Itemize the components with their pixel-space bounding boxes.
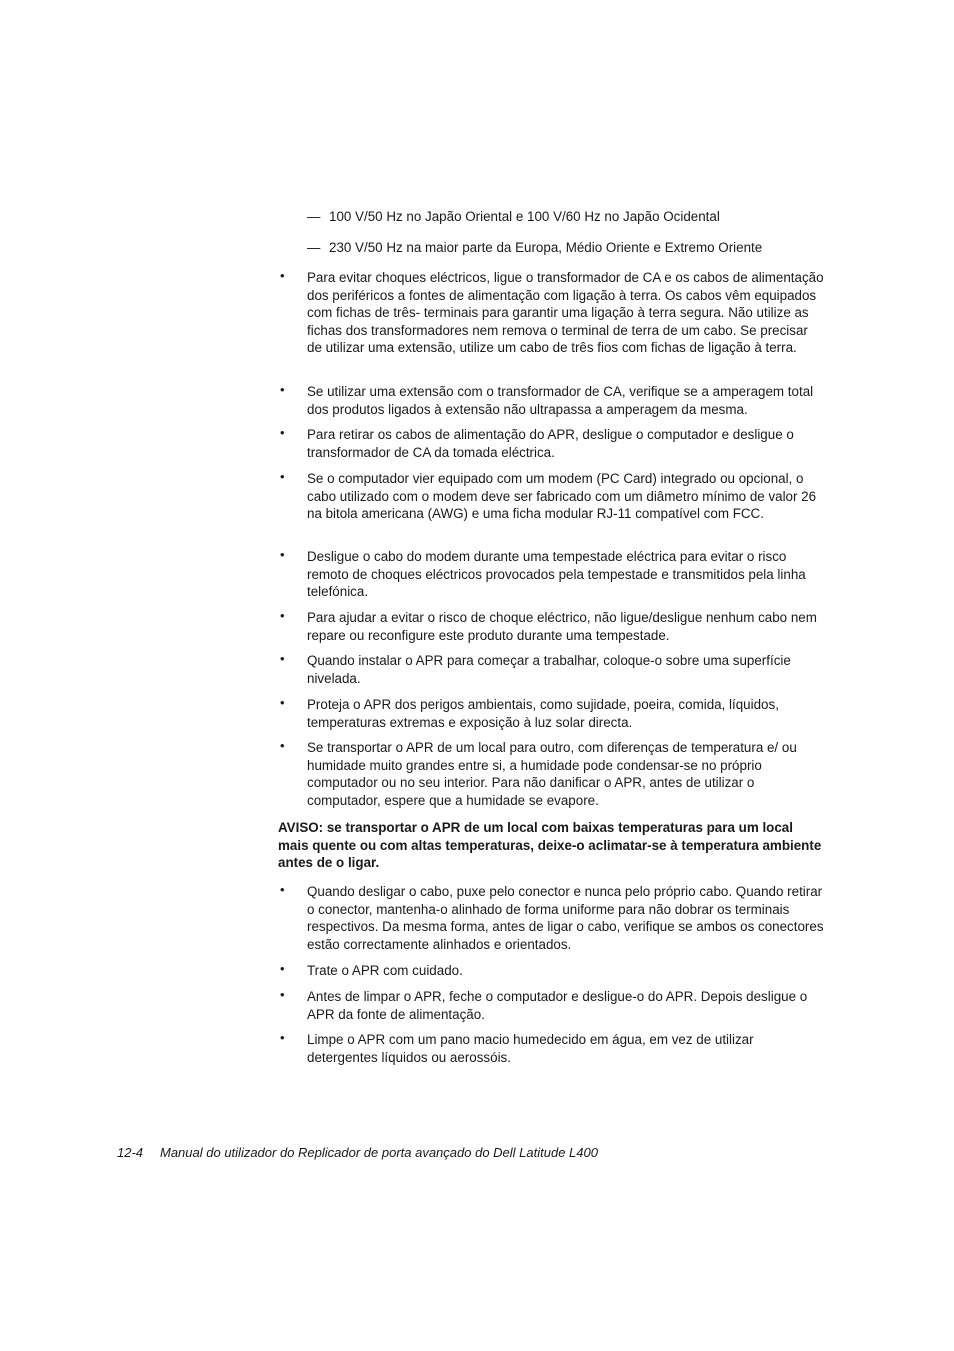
dash-glyph: — [307, 240, 321, 255]
bullet-icon: • [280, 987, 285, 1002]
bullet-text: Limpe o APR com um pano macio humedecido em água, em vez de utilizar detergentes líquidos ou aerossóis. [307, 1032, 754, 1065]
safety-bullet-extension [280, 383, 825, 418]
voltage-item-europe [307, 239, 827, 257]
bullet-text: Para evitar choques eléctricos, ligue o transformador de CA e os cabos de alimentação dos periféricos a fontes de alimentação com ligação à terra. Os cabos vêm equipados com fichas de três- terminais para garantir uma ligação à terra segura. Não utilize as fichas dos transformadores nem remova o terminal de terra de um cabo. Se precisar de utilizar uma extensão, utilize um cabo de três fios com fichas de ligação à terra. [307, 270, 824, 356]
safety-bullet-storm-cables [280, 609, 825, 644]
manual-title: Manual do utilizador do Replicador de porta avançado do Dell Latitude L400 [160, 1145, 598, 1160]
bullet-icon: • [280, 651, 285, 666]
bullet-text: Se o computador vier equipado com um modem (PC Card) integrado ou opcional, o cabo utilizado com o modem deve ser fabricado com um diâmetro mínimo de valor 26 na bitola americana (AWG) e uma ficha modular RJ-11 compatível com FCC. [307, 471, 817, 522]
safety-bullet-storm-modem [280, 548, 825, 601]
bullet-icon: • [280, 608, 285, 623]
bullet-icon: • [280, 268, 285, 283]
safety-bullet-unplug [280, 426, 825, 461]
bullet-icon: • [280, 547, 285, 562]
safety-bullet-before-cleaning [280, 988, 825, 1023]
bullet-icon: • [280, 1030, 285, 1045]
bullet-text: Quando desligar o cabo, puxe pelo conector e nunca pelo próprio cabo. Quando retirar o conector, mantenha-o alinhado de forma uniforme para não dobrar os terminais respectivos. Da mesma forma, antes de ligar o cabo, verifique se ambos os conectores estão correctamente alinhados e orientados. [307, 884, 824, 952]
safety-bullet-modem-cable [280, 470, 825, 523]
bullet-icon: • [280, 382, 285, 397]
bullet-icon: • [280, 425, 285, 440]
page-number: 12-4 [117, 1145, 144, 1160]
voltage-item-text: 230 V/50 Hz na maior parte da Europa, Médio Oriente e Extremo Oriente [329, 240, 763, 255]
safety-bullet-cleaning [280, 1031, 825, 1066]
bullet-icon: • [280, 738, 285, 753]
safety-bullet-environment [280, 696, 825, 731]
bullet-icon: • [280, 882, 285, 897]
bullet-text: Para retirar os cabos de alimentação do APR, desligue o computador e desligue o transformador de CA da tomada eléctrica. [307, 427, 794, 460]
warning-notice: AVISO: se transportar o APR de um local com baixas temperaturas para um local mais quente ou com altas temperaturas, deixe-o aclimatar-se à temperatura ambiente antes de o ligar. [278, 820, 822, 871]
safety-bullet-level-surface [280, 652, 825, 687]
safety-bullet-grounding [280, 269, 825, 357]
bullet-text: Trate o APR com cuidado. [307, 963, 463, 978]
bullet-icon: • [280, 961, 285, 976]
voltage-item-japan [307, 208, 827, 226]
voltage-item-text: 100 V/50 Hz no Japão Oriental e 100 V/60 Hz no Japão Ocidental [329, 209, 720, 224]
safety-bullet-handle-care [280, 962, 825, 980]
bullet-text: Antes de limpar o APR, feche o computador e desligue-o do APR. Depois desligue o APR da fonte de alimentação. [307, 989, 808, 1022]
bullet-icon: • [280, 469, 285, 484]
page-footer [117, 1145, 598, 1160]
bullet-text: Para ajudar a evitar o risco de choque eléctrico, não ligue/desligue nenhum cabo nem repare ou reconfigure este produto durante uma tempestade. [307, 610, 817, 643]
safety-bullet-humidity [280, 739, 825, 809]
dash-glyph: — [307, 209, 321, 224]
bullet-text: Se utilizar uma extensão com o transformador de CA, verifique se a amperagem total dos produtos ligados à extensão não ultrapassa a amperagem da mesma. [307, 384, 814, 417]
bullet-text: Desligue o cabo do modem durante uma tempestade eléctrica para evitar o risco remoto de choques eléctricos provocados pela tempestade e transmitidos pela linha telefónica. [307, 549, 806, 600]
bullet-text: Se transportar o APR de um local para outro, com diferenças de temperatura e/ ou humidade muito grandes entre si, a humidade pode condensar-se no próprio computador ou no seu interior. Para não danificar o APR, antes de utilizar o computador, espere que a humidade se evapore. [307, 740, 797, 808]
bullet-icon: • [280, 695, 285, 710]
safety-bullet-disconnect [280, 883, 825, 953]
bullet-text: Quando instalar o APR para começar a trabalhar, coloque-o sobre uma superfície nivelada. [307, 653, 791, 686]
bullet-text: Proteja o APR dos perigos ambientais, como sujidade, poeira, comida, líquidos, temperaturas extremas e exposição à luz solar directa. [307, 697, 779, 730]
